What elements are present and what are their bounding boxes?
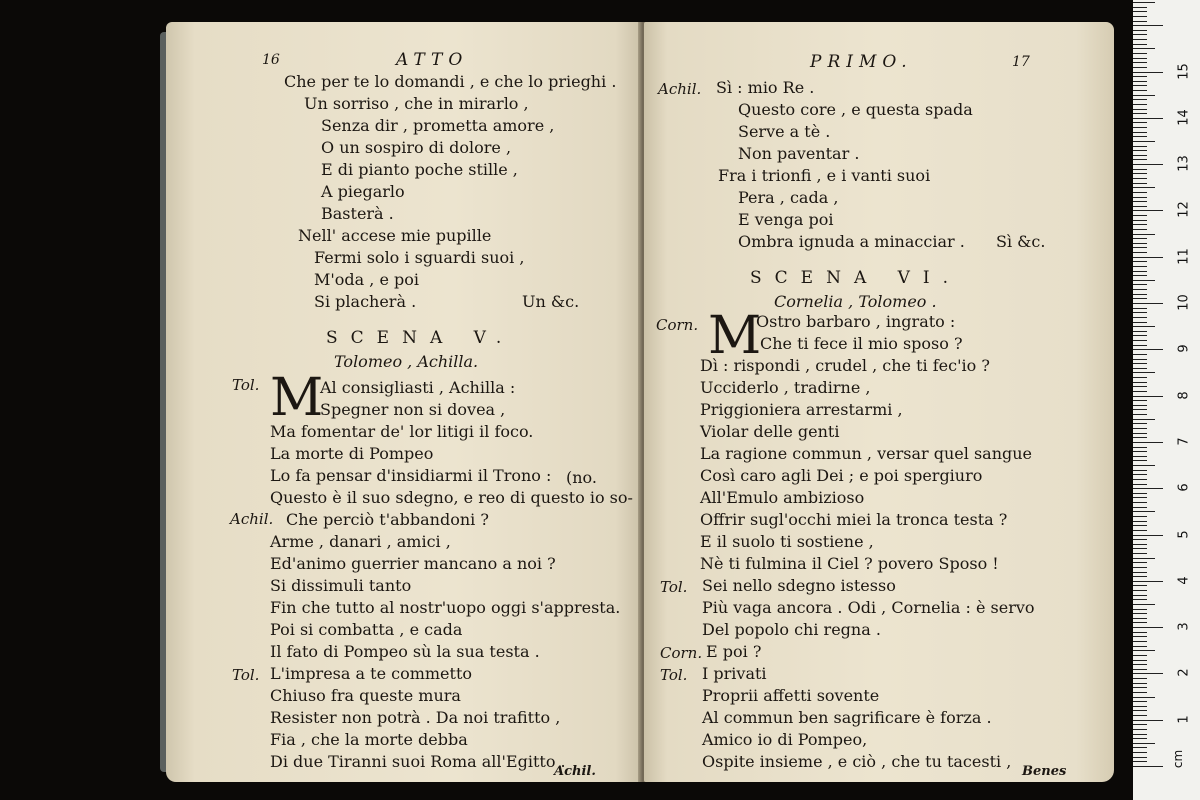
ruler-tick (1133, 405, 1147, 406)
ruler-tick (1133, 322, 1147, 323)
ruler-number: 15 (1176, 62, 1192, 80)
verse-line: A piegarlo (321, 182, 405, 201)
ruler-tick (1133, 618, 1147, 619)
ruler-tick (1133, 423, 1147, 424)
ruler-tick (1133, 558, 1155, 559)
ruler-tick (1133, 590, 1147, 591)
ruler-tick (1133, 539, 1147, 540)
ruler-tick (1133, 761, 1147, 762)
left-page (166, 22, 644, 782)
ruler-tick (1133, 197, 1147, 198)
ruler-tick (1133, 109, 1147, 110)
ruler-tick (1133, 474, 1147, 475)
verse-line: E poi ? (706, 642, 762, 661)
ruler-unit-label: cm (1171, 749, 1186, 769)
ruler-tick (1133, 396, 1163, 397)
verse-line: Questo core , e questa spada (738, 100, 973, 119)
ruler-tick (1133, 465, 1155, 466)
ruler-tick (1133, 516, 1147, 517)
turnover-word: (no. (566, 468, 597, 487)
ruler-tick (1133, 220, 1147, 221)
ruler-tick (1133, 95, 1155, 96)
ruler-tick (1133, 201, 1147, 202)
scene-cast: Tolomeo , Achilla. (334, 352, 479, 371)
verse-line: Sei nello sdegno istesso (702, 576, 896, 595)
verse-line: O un sospiro di dolore , (321, 138, 512, 157)
verse-line: Così caro agli Dei ; e poi spergiuro (700, 466, 983, 485)
ruler-tick (1133, 127, 1147, 128)
ruler-tick (1133, 437, 1147, 438)
ruler-tick (1133, 335, 1147, 336)
ruler-tick (1133, 284, 1147, 285)
catchword: Benes (1022, 764, 1067, 779)
speaker-label: Achil. (658, 80, 702, 98)
ruler-tick (1133, 11, 1147, 12)
ruler-tick (1133, 280, 1155, 281)
ruler-tick (1133, 544, 1147, 545)
ruler-number: 3 (1176, 622, 1192, 631)
verse-line: Fia , che la morte debba (270, 730, 468, 749)
ruler-tick (1133, 622, 1147, 623)
verse-line: Dì : rispondi , crudel , che ti fec'io ? (700, 356, 990, 375)
ruler-tick (1133, 664, 1147, 665)
ruler-tick (1133, 400, 1147, 401)
ruler-tick (1133, 136, 1147, 137)
ruler-tick (1133, 104, 1147, 105)
ruler-tick (1133, 132, 1147, 133)
ruler-tick (1133, 159, 1147, 160)
ruler-number: 9 (1176, 344, 1192, 353)
ruler-number: 2 (1176, 668, 1192, 678)
ruler-tick (1133, 34, 1147, 35)
ruler-tick (1133, 553, 1147, 554)
speaker-label: Tol. (660, 666, 688, 684)
ruler-tick (1133, 25, 1163, 26)
verse-line: Questo è il suo sdegno, e reo di questo io so- (270, 488, 633, 507)
ruler-tick (1133, 146, 1147, 147)
ruler-tick (1133, 173, 1147, 174)
ruler-tick (1133, 155, 1147, 156)
verse-line: Serve a tè . (738, 122, 831, 141)
ruler-tick (1133, 548, 1147, 549)
ruler-tick (1133, 562, 1147, 563)
verse-line: Violar delle genti (700, 422, 840, 441)
ruler-tick (1133, 655, 1147, 656)
ruler-tick (1133, 67, 1147, 68)
ruler-tick (1133, 456, 1147, 457)
ruler-tick (1133, 308, 1147, 309)
ruler-tick (1133, 210, 1163, 211)
ruler-tick (1133, 766, 1163, 767)
ruler-tick (1133, 85, 1147, 86)
ruler-number: 8 (1176, 390, 1192, 400)
ruler-tick (1133, 2, 1155, 3)
verse-line: Spegner non si dovea , (320, 400, 506, 419)
ruler-tick (1133, 604, 1155, 605)
ruler-tick (1133, 470, 1147, 471)
verse-line: Non paventar . (738, 144, 860, 163)
ruler-tick (1133, 743, 1155, 744)
speaker-label: Achil. (230, 510, 274, 528)
ruler-tick (1133, 687, 1147, 688)
ruler-number: 14 (1176, 109, 1192, 126)
scene-heading: SCENA VI. (750, 268, 962, 288)
ruler-tick (1133, 673, 1163, 674)
verse-line: Ombra ignuda a minacciar . (738, 232, 965, 251)
drop-cap: M (270, 368, 324, 428)
ruler-tick (1133, 650, 1155, 651)
ruler-number: 12 (1176, 201, 1192, 219)
ruler-tick (1133, 697, 1155, 698)
verse-line: Ucciderlo , tradirne , (700, 378, 871, 397)
ruler-tick (1133, 48, 1155, 49)
verse-line: Di due Tiranni suoi Roma all'Egitto . (270, 752, 566, 771)
ruler-tick (1133, 706, 1147, 707)
ruler-tick (1133, 738, 1147, 739)
verse-line: Priggioniera arrestarmi , (700, 400, 903, 419)
verse-line: Ed'animo guerrier mancano a noi ? (270, 554, 556, 573)
verse-line: Resister non potrà . Da noi trafitto , (270, 708, 561, 727)
verse-line: Si placherà . (314, 292, 417, 311)
ruler-tick (1133, 428, 1147, 429)
verse-line: Poi si combatta , e cada (270, 620, 463, 639)
ruler-tick (1133, 150, 1147, 151)
ruler-tick (1133, 497, 1147, 498)
ruler-tick (1133, 303, 1163, 304)
ruler-tick (1133, 368, 1147, 369)
ruler-tick (1133, 433, 1147, 434)
ruler-tick (1133, 669, 1147, 670)
verse-line: Lo fa pensar d'insidiarmi il Trono : (270, 466, 552, 485)
ruler-tick (1133, 238, 1147, 239)
ruler-tick (1133, 572, 1147, 573)
ruler-tick (1133, 692, 1147, 693)
verse-line: Ospite insieme , e ciò , che tu tacesti , (702, 752, 1012, 771)
ruler-number: 6 (1176, 483, 1192, 492)
ruler-tick (1133, 525, 1147, 526)
ruler-tick (1133, 39, 1147, 40)
verse-line: M'oda , e poi (314, 270, 419, 289)
ruler-tick (1133, 683, 1147, 684)
ruler-tick (1133, 81, 1147, 82)
ruler-number: 5 (1176, 529, 1192, 539)
ruler-number: 4 (1176, 576, 1192, 585)
ruler-tick (1133, 386, 1147, 387)
ruler-tick (1133, 646, 1147, 647)
ruler-tick (1133, 636, 1147, 637)
ruler-tick (1133, 372, 1155, 373)
ruler-tick (1133, 599, 1147, 600)
ruler-tick (1133, 99, 1147, 100)
ruler-tick (1133, 752, 1147, 753)
ruler-tick (1133, 317, 1147, 318)
ruler-tick (1133, 298, 1147, 299)
verse-line: Fra i trionfi , e i vanti suoi (718, 166, 931, 185)
left-running-head: ATTO (396, 50, 469, 70)
ruler-tick (1133, 53, 1147, 54)
verse-line: Nè ti fulmina il Ciel ? povero Sposo ! (700, 554, 999, 573)
ruler-number: 13 (1176, 155, 1192, 172)
ruler-tick (1133, 62, 1147, 63)
ruler-tick (1133, 576, 1147, 577)
ruler-tick (1133, 187, 1155, 188)
ruler-tick (1133, 451, 1147, 452)
verse-line: Chiuso fra queste mura (270, 686, 461, 705)
right-running-head: PRIMO. (810, 52, 913, 72)
ruler-tick (1133, 585, 1147, 586)
ruler-tick (1133, 252, 1147, 253)
scene-cast: Cornelia , Tolomeo . (774, 292, 937, 311)
ruler-tick (1133, 660, 1147, 661)
ruler-tick (1133, 118, 1163, 119)
verse-line: Amico io di Pompeo, (702, 730, 868, 749)
ruler-tick (1133, 757, 1147, 758)
verse-line: Che per te lo domandi , e che lo prieghi . (284, 72, 617, 91)
ruler-tick (1133, 178, 1147, 179)
verse-line: Il fato di Pompeo sù la sua testa . (270, 642, 540, 661)
verse-line: Fin che tutto al nostr'uopo oggi s'appresta. (270, 598, 621, 617)
ruler-tick (1133, 363, 1147, 364)
verse-line: La morte di Pompeo (270, 444, 434, 463)
ruler-tick (1133, 113, 1147, 114)
ruler-tick (1133, 409, 1147, 410)
verse-line: Del popolo chi regna . (702, 620, 881, 639)
ruler-tick (1133, 90, 1147, 91)
ruler-tick (1133, 215, 1147, 216)
ruler-tick (1133, 479, 1147, 480)
ruler-number: 11 (1176, 247, 1192, 265)
ruler-tick (1133, 257, 1163, 258)
verse-line: Offrir sugl'occhi miei la tronca testa ? (700, 510, 1008, 529)
ruler-tick (1133, 247, 1147, 248)
ruler-tick (1133, 58, 1147, 59)
ruler-number: 10 (1176, 294, 1192, 311)
ruler-tick (1133, 535, 1163, 536)
ruler-tick (1133, 164, 1163, 165)
right-page-number: 17 (1012, 54, 1030, 70)
verse-line: Senza dir , prometta amore , (321, 116, 555, 135)
ruler-tick (1133, 734, 1147, 735)
ruler-tick (1133, 632, 1147, 633)
speaker-label: Corn. (656, 316, 699, 334)
ruler-tick (1133, 16, 1147, 17)
verse-line: Proprii affetti sovente (702, 686, 880, 705)
verse-line: La ragione commun , versar quel sangue (700, 444, 1033, 463)
ruler-tick (1133, 331, 1147, 332)
ruler-tick (1133, 377, 1147, 378)
ruler-tick (1133, 530, 1147, 531)
ruler-tick (1133, 312, 1147, 313)
ruler-tick (1133, 613, 1147, 614)
ruler-tick (1133, 678, 1147, 679)
ruler-tick (1133, 271, 1147, 272)
ruler-tick (1133, 359, 1147, 360)
verse-line: Si dissimuli tanto (270, 576, 412, 595)
ruler-tick (1133, 484, 1147, 485)
ruler-tick (1133, 701, 1147, 702)
ruler-tick (1133, 488, 1163, 489)
ruler-tick (1133, 224, 1147, 225)
verse-line: E venga poi (738, 210, 834, 229)
ruler-tick (1133, 44, 1147, 45)
verse-line: Più vaga ancora . Odi , Cornelia : è servo (702, 598, 1035, 617)
ruler-tick (1133, 192, 1147, 193)
ruler-tick (1133, 72, 1163, 73)
verse-line: Fermi solo i sguardi suoi , (314, 248, 525, 267)
verse-line: E di pianto poche stille , (321, 160, 518, 179)
left-page-number: 16 (262, 52, 280, 68)
verse-line: Al consigliasti , Achilla : (320, 378, 516, 397)
verse-line: Ostro barbaro , ingrato : (756, 312, 956, 331)
ruler-tick (1133, 567, 1147, 568)
ruler-tick (1133, 521, 1147, 522)
ruler-tick (1133, 30, 1147, 31)
verse-line: Che perciò t'abbandoni ? (286, 510, 489, 529)
ruler-tick (1133, 275, 1147, 276)
verse-line: Nell' accese mie pupille (298, 226, 492, 245)
aria-repeat-mark: Sì &c. (996, 232, 1046, 251)
ruler-tick (1133, 326, 1155, 327)
verse-line: Ma fomentar de' lor litigi il foco. (270, 422, 534, 441)
ruler-tick (1133, 715, 1147, 716)
ruler-tick (1133, 442, 1163, 443)
speaker-label: Tol. (232, 376, 260, 394)
ruler-number: 7 (1176, 437, 1192, 446)
scene-heading: SCENA V. (326, 328, 515, 348)
open-book (160, 22, 1122, 792)
ruler-tick (1133, 294, 1147, 295)
ruler-tick (1133, 261, 1147, 262)
ruler-tick (1133, 720, 1163, 721)
ruler-tick (1133, 729, 1147, 730)
ruler-tick (1133, 206, 1147, 207)
ruler-tick (1133, 243, 1147, 244)
verse-line: Sì : mio Re . (716, 78, 815, 97)
ruler-tick (1133, 141, 1155, 142)
verse-line: Un sorriso , che in mirarlo , (304, 94, 529, 113)
ruler-tick (1133, 460, 1147, 461)
ruler-tick (1133, 7, 1147, 8)
verse-line: All'Emulo ambizioso (700, 488, 865, 507)
ruler-tick (1133, 419, 1155, 420)
verse-line: Pera , cada , (738, 188, 839, 207)
aria-repeat-mark: Un &c. (522, 292, 580, 311)
ruler-tick (1133, 354, 1147, 355)
right-page (644, 22, 1114, 782)
ruler-tick (1133, 502, 1147, 503)
speaker-label: Tol. (232, 666, 260, 684)
drop-cap: M (708, 306, 762, 366)
measuring-ruler (1133, 0, 1200, 800)
verse-line: L'impresa a te commetto (270, 664, 473, 683)
ruler-tick (1133, 183, 1147, 184)
ruler-tick (1133, 581, 1163, 582)
ruler-tick (1133, 447, 1147, 448)
ruler-tick (1133, 627, 1163, 628)
ruler-tick (1133, 76, 1147, 77)
verse-line: Arme , danari , amici , (270, 532, 451, 551)
ruler-tick (1133, 382, 1147, 383)
ruler-tick (1133, 641, 1147, 642)
ruler-tick (1133, 169, 1147, 170)
ruler-tick (1133, 609, 1147, 610)
catchword: Achil. (554, 764, 596, 779)
ruler-tick (1133, 595, 1147, 596)
speaker-label: Tol. (660, 578, 688, 596)
ruler-tick (1133, 507, 1147, 508)
ruler-tick (1133, 340, 1147, 341)
ruler-tick (1133, 391, 1147, 392)
ruler-tick (1133, 724, 1147, 725)
ruler-tick (1133, 349, 1163, 350)
speaker-label: Corn. (660, 644, 703, 662)
ruler-number: 1 (1176, 715, 1192, 724)
verse-line: Che ti fece il mio sposo ? (760, 334, 963, 353)
verse-line: Al commun ben sagrificare è forza . (702, 708, 992, 727)
ruler-tick (1133, 289, 1147, 290)
ruler-tick (1133, 710, 1147, 711)
ruler-tick (1133, 511, 1155, 512)
verse-line: I privati (702, 664, 767, 683)
ruler-tick (1133, 21, 1147, 22)
ruler-tick (1133, 747, 1147, 748)
ruler-tick (1133, 234, 1155, 235)
verse-line: E il suolo ti sostiene , (700, 532, 874, 551)
ruler-tick (1133, 229, 1147, 230)
ruler-tick (1133, 122, 1147, 123)
ruler-tick (1133, 345, 1147, 346)
verse-line: Basterà . (321, 204, 394, 223)
ruler-tick (1133, 266, 1147, 267)
ruler-tick (1133, 493, 1147, 494)
ruler-tick (1133, 414, 1147, 415)
